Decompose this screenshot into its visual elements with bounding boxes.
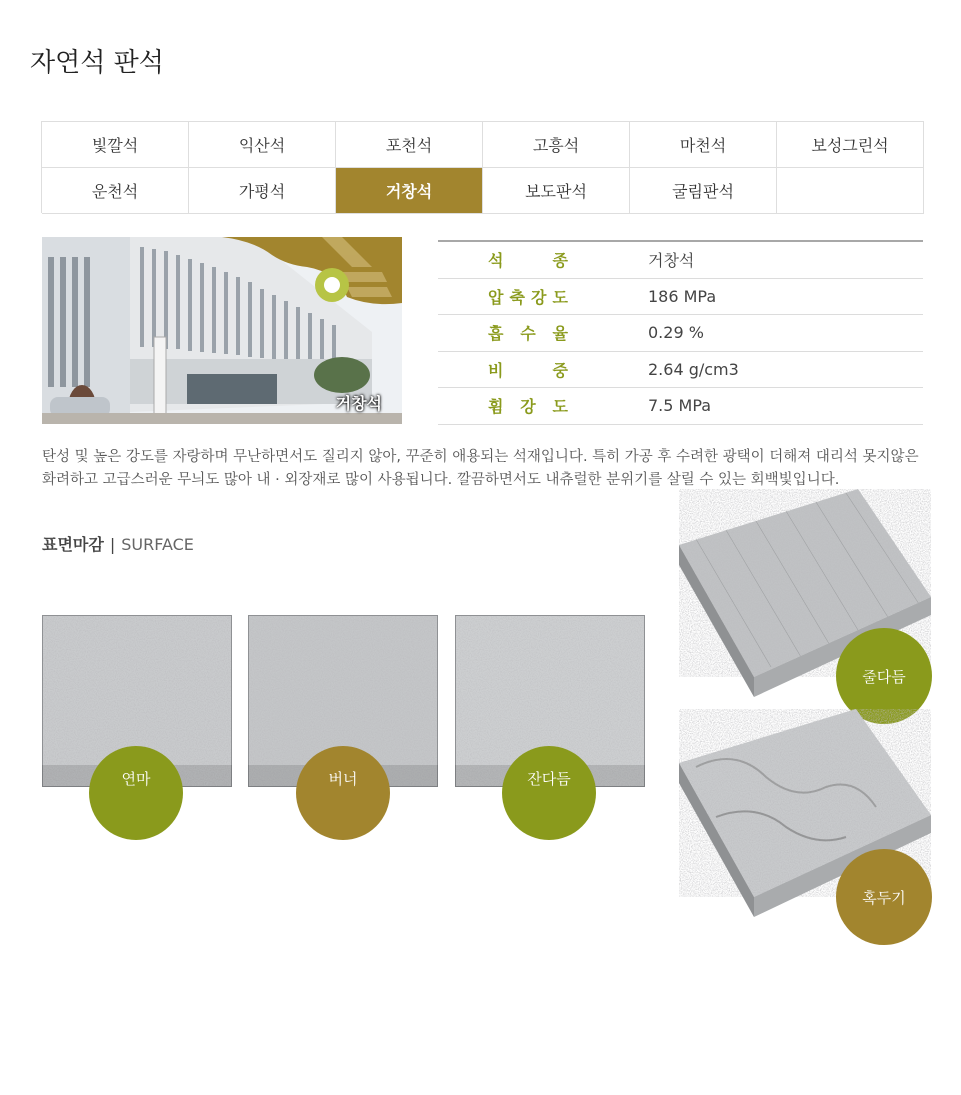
finish-label: 연마	[121, 769, 151, 788]
spec-label-char: 도	[552, 287, 568, 307]
spec-label-char: 흡	[488, 324, 504, 344]
stone-tabs	[41, 121, 924, 213]
spec-label-char: 휨	[488, 397, 504, 417]
surface-title-ko: 표면마감	[42, 535, 104, 554]
spec-value: 거창석	[648, 251, 695, 271]
surface-title-en: SURFACE	[121, 535, 194, 554]
surface-separator: |	[109, 535, 116, 554]
photo-caption: 거창석	[335, 394, 382, 413]
spec-label-char: 비	[488, 360, 504, 380]
spec-label-char: 강	[520, 397, 536, 417]
spec-label-char: 종	[552, 251, 568, 271]
spec-label-char: 압	[488, 287, 504, 307]
finish-badge	[296, 746, 390, 840]
tab-item[interactable]: 보도판석	[483, 168, 630, 214]
spec-label-char: 도	[552, 397, 568, 417]
finish-label: 혹두기	[862, 888, 906, 907]
finish-label: 잔다듬	[527, 769, 571, 788]
spec-row	[438, 315, 923, 352]
tab-item-active[interactable]: 거창석	[336, 168, 483, 214]
spec-table	[438, 240, 923, 425]
spec-row	[438, 388, 923, 425]
spec-label-char: 율	[552, 324, 568, 344]
tab-item[interactable]: 빛깔석	[42, 122, 189, 168]
tab-item[interactable]: 굴림판석	[630, 168, 777, 214]
spec-label-char: 석	[488, 251, 504, 271]
spec-value: 0.29 %	[648, 323, 704, 343]
tab-item[interactable]: 가평석	[189, 168, 336, 214]
spec-value: 2.64 g/cm3	[648, 359, 739, 379]
spec-label-char: 수	[520, 324, 536, 344]
tab-item[interactable]: 보성그린석	[777, 122, 924, 168]
spec-label	[438, 248, 648, 271]
tab-item[interactable]: 마천석	[630, 122, 777, 168]
spec-row	[438, 242, 923, 279]
spec-row	[438, 352, 923, 389]
spec-label	[438, 321, 648, 344]
tab-item[interactable]: 익산석	[189, 122, 336, 168]
description-line: 탄성 및 높은 강도를 자랑하며 무난하면서도 질리지 않아, 꾸준히 애용되는 석재입니다. 특히 가공 후 수려한 광택이 더해져 대리석 못지않은	[42, 449, 919, 465]
stone-description	[42, 446, 932, 492]
spec-label	[438, 394, 648, 417]
tab-item-empty	[777, 168, 924, 214]
spec-label-char: 강	[531, 287, 547, 307]
tab-item[interactable]: 운천석	[42, 168, 189, 214]
tab-item[interactable]: 고흥석	[483, 122, 630, 168]
spec-label-char: 중	[552, 360, 568, 380]
building-photo	[42, 237, 402, 424]
spec-label	[438, 285, 648, 308]
spec-value: 7.5 MPa	[648, 396, 712, 416]
finish-badge	[89, 746, 183, 840]
spec-value: 186 MPa	[648, 286, 717, 306]
finish-label: 줄다듬	[862, 667, 906, 686]
spec-label-char: 축	[509, 287, 525, 307]
tab-item[interactable]: 포천석	[336, 122, 483, 168]
finish-badge	[502, 746, 596, 840]
page-title: 자연석 판석	[30, 48, 164, 78]
finish-label: 버너	[328, 769, 358, 788]
finish-badge	[836, 849, 932, 945]
spec-label	[438, 358, 648, 381]
description-line: 화려하고 고급스러운 무늬도 많아 내 · 외장재로 많이 사용됩니다. 깔끔하면서도 내츄럴한 분위기를 살릴 수 있는 회백빛입니다.	[42, 472, 840, 488]
spec-row	[438, 279, 923, 316]
surface-heading	[42, 532, 194, 555]
